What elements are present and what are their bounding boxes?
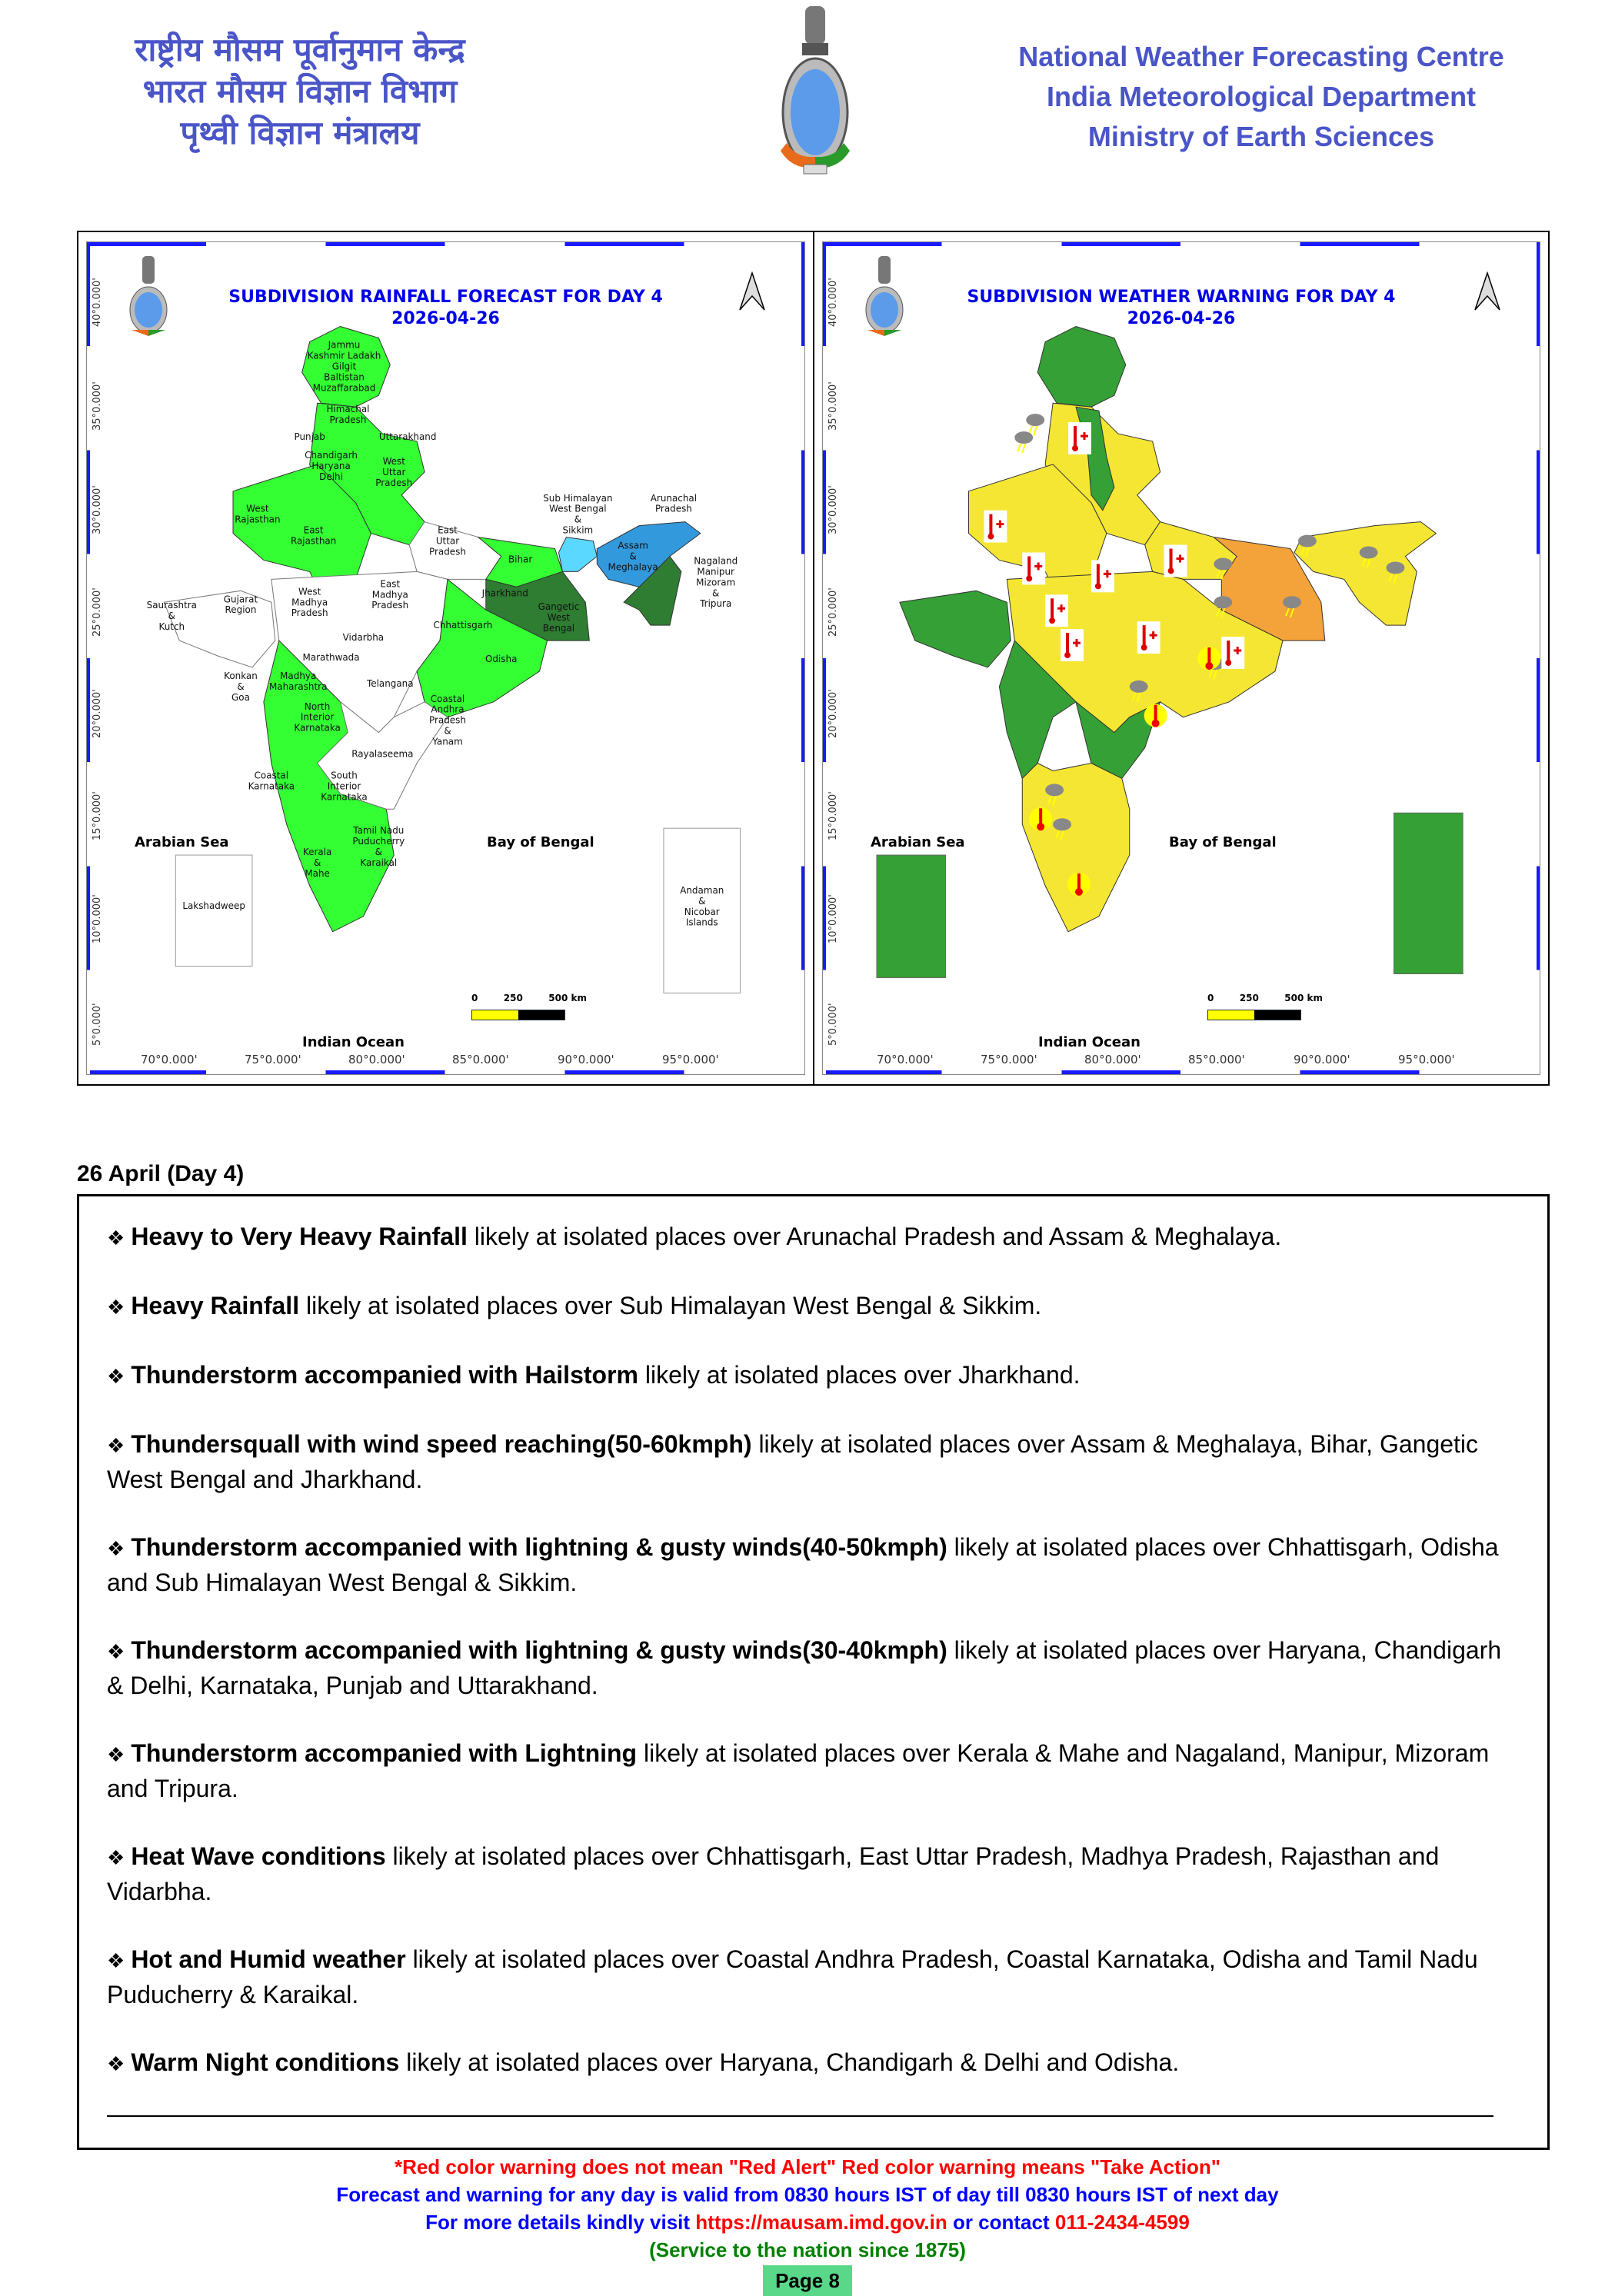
arabian-sea-label: Arabian Sea: [135, 834, 229, 850]
divider: [107, 2115, 1493, 2117]
rainfall-map-panel: [78, 232, 814, 1084]
scale-bar: [1207, 993, 1323, 1020]
bullet-diamond-icon: ❖: [107, 1226, 125, 1249]
heatwave-icon: [1091, 560, 1114, 592]
svg-text:Chhattisgarh: Chhattisgarh: [433, 620, 493, 631]
svg-text:Pradesh: Pradesh: [329, 414, 367, 426]
warning-title-text: SUBDIVISION WEATHER WARNING FOR DAY 4: [967, 288, 1396, 307]
lon-label: 85°0.000': [1188, 1053, 1245, 1066]
svg-text:Pradesh: Pradesh: [429, 546, 466, 557]
scale-label: 500 km: [548, 993, 587, 1003]
svg-text:Uttarakhand: Uttarakhand: [378, 431, 437, 443]
region-south: [1022, 763, 1129, 931]
hot-humid-icon: [1197, 647, 1220, 670]
lon-label: 95°0.000': [1398, 1053, 1455, 1066]
svg-text:&: &: [444, 725, 451, 737]
svg-text:Baltistan: Baltistan: [324, 371, 365, 383]
lat-label: 30°0.000': [92, 485, 103, 534]
thunderstorm-icon: [1014, 431, 1033, 453]
english-header: [977, 37, 1546, 157]
svg-text:Kashmir Ladakh: Kashmir Ladakh: [307, 350, 381, 361]
svg-text:Vidarbha: Vidarbha: [342, 632, 385, 644]
heatwave-icon: [1164, 545, 1187, 577]
warning-item: [107, 1427, 1524, 1496]
svg-text:East: East: [380, 578, 401, 590]
warning-detail: likely at isolated places over Jharkhand.: [638, 1361, 1081, 1389]
svg-text:Sikkim: Sikkim: [562, 524, 594, 536]
bullet-diamond-icon: ❖: [107, 1949, 125, 1972]
english-line-2: India Meteorological Department: [1046, 81, 1477, 112]
svg-text:Yanam: Yanam: [432, 736, 463, 747]
validity-note: Forecast and warning for any day is valid from 0830 hours IST of day till 0830 hours IST of next day: [336, 2183, 1279, 2206]
warning-item: [107, 1358, 1524, 1393]
svg-text:Gilgit: Gilgit: [331, 361, 357, 372]
svg-text:Puducherry: Puducherry: [352, 836, 405, 847]
svg-text:Madhya: Madhya: [371, 589, 408, 601]
heatwave-icon: [984, 511, 1007, 543]
warning-item: [107, 1942, 1524, 2011]
region-eup: [1145, 522, 1237, 580]
svg-text:Assam: Assam: [618, 540, 648, 551]
heatwave-icon: [1221, 637, 1244, 669]
warning-detail: likely at isolated places over Kerala & Mahe and Nagaland, Manipur, Mizoram and Tripura.: [107, 1739, 1490, 1802]
svg-text:Madhya: Madhya: [280, 670, 317, 681]
lon-label: 90°0.000': [558, 1053, 614, 1066]
details-prefix: For more details kindly visit: [425, 2211, 696, 2234]
hot-humid-icon: [1067, 873, 1091, 896]
svg-text:Delhi: Delhi: [319, 471, 343, 482]
lon-label: 85°0.000': [452, 1053, 509, 1066]
warning-map: [823, 242, 1540, 1074]
hindi-line-1: राष्ट्रीय मौसम पूर्वानुमान केन्द्र: [135, 31, 465, 68]
warnings-text-box: [77, 1194, 1550, 2150]
lat-label: 40°0.000': [92, 278, 103, 327]
lon-label: 75°0.000': [981, 1053, 1037, 1066]
lat-label: 5°0.000': [92, 1003, 103, 1046]
svg-text:Pradesh: Pradesh: [371, 600, 409, 611]
heatwave-icon: [1045, 594, 1068, 627]
svg-text:Odisha: Odisha: [485, 653, 518, 664]
svg-text:Islands: Islands: [685, 917, 718, 928]
red-warning-note: *Red color warning does not mean "Red Alert" Red color warning means "Take Action": [394, 2155, 1221, 2178]
warning-type: Thunderstorm accompanied with Hailstorm: [131, 1361, 638, 1389]
bullet-diamond-icon: ❖: [107, 1365, 125, 1388]
svg-text:Karnataka: Karnataka: [248, 780, 295, 792]
footer: [0, 2153, 1615, 2296]
scale-label: 250: [503, 993, 523, 1003]
warning-date: 2026-04-26: [1127, 309, 1236, 328]
svg-text:Jammu: Jammu: [328, 339, 361, 351]
svg-text:Konkan: Konkan: [224, 670, 258, 681]
warning-detail: likely at isolated places over Coastal Andhra Pradesh, Coastal Karnataka, Odisha and Tamil Nadu Puducherry & Karaikal.: [107, 1945, 1478, 2008]
hot-humid-icon: [1144, 704, 1167, 727]
heatwave-icon: [1068, 422, 1091, 454]
svg-text:Mizoram: Mizoram: [696, 577, 736, 588]
warning-item: [107, 2045, 1524, 2081]
svg-text:&: &: [168, 611, 175, 622]
lat-label: 20°0.000': [92, 689, 103, 738]
hindi-line-3: पृथ्वी विज्ञान मंत्रालय: [180, 114, 420, 151]
hindi-line-2: भारत मौसम विज्ञान विभाग: [142, 72, 458, 110]
svg-text:&: &: [712, 587, 720, 599]
warning-detail: likely at isolated places over Haryana, Chandigarh & Delhi and Odisha.: [399, 2048, 1180, 2076]
north-arrow-icon: [738, 271, 766, 311]
svg-text:Coastal: Coastal: [254, 770, 289, 781]
svg-text:&: &: [375, 847, 382, 858]
svg-text:Arunachal: Arunachal: [650, 492, 698, 504]
svg-text:Muzaffarabad: Muzaffarabad: [312, 382, 376, 394]
lon-label: 95°0.000': [662, 1053, 719, 1066]
svg-text:Haryana: Haryana: [311, 460, 351, 471]
hot-humid-icon: [1029, 807, 1052, 830]
warning-detail: likely at isolated places over Haryana, Chandigarh & Delhi, Karnataka, Punjab and Uttarakhand.: [107, 1636, 1502, 1699]
website-link[interactable]: https://mausam.imd.gov.in: [695, 2211, 947, 2234]
svg-text:Pradesh: Pradesh: [291, 607, 328, 619]
warning-item: [107, 1633, 1524, 1702]
svg-text:South: South: [331, 770, 358, 781]
hindi-header: [85, 29, 515, 154]
lon-label: 80°0.000': [1084, 1053, 1141, 1066]
heatwave-icon: [1022, 553, 1045, 585]
svg-text:Himachal: Himachal: [326, 404, 370, 415]
warning-item: [107, 1839, 1524, 1908]
day-title: 26 April (Day 4): [77, 1161, 245, 1186]
scale-label: 500 km: [1284, 993, 1323, 1003]
svg-text:&: &: [629, 551, 637, 562]
english-line-3: Ministry of Earth Sciences: [1087, 121, 1435, 152]
lon-label: 90°0.000': [1294, 1053, 1350, 1066]
svg-text:Telangana: Telangana: [366, 677, 414, 689]
lon-label: 80°0.000': [348, 1053, 405, 1066]
lat-label: 40°0.000': [827, 278, 839, 327]
heatwave-icon: [1061, 629, 1084, 661]
svg-text:Marathwada: Marathwada: [302, 651, 360, 663]
lat-label: 15°0.000': [92, 791, 103, 840]
imd-emblem-icon: [758, 5, 873, 181]
warnings-list: [107, 1220, 1524, 2115]
lat-label: 35°0.000': [827, 381, 839, 431]
svg-text:Pradesh: Pradesh: [654, 503, 692, 514]
svg-text:Andhra: Andhra: [431, 704, 465, 715]
warning-map-frame: [822, 241, 1540, 1075]
rainfall-title-text: SUBDIVISION RAINFALL FORECAST FOR DAY 4: [228, 288, 663, 307]
svg-text:Kutch: Kutch: [158, 621, 185, 633]
rainfall-map-title: [87, 287, 804, 330]
lon-label: 70°0.000': [141, 1053, 198, 1066]
svg-text:Tripura: Tripura: [700, 598, 732, 610]
bullet-diamond-icon: ❖: [107, 1640, 125, 1663]
warning-type: Hot and Humid weather: [131, 1945, 406, 1973]
warning-type: Thundersquall with wind speed reaching(50-60kmph): [131, 1430, 752, 1458]
lon-label: 75°0.000': [245, 1053, 301, 1066]
lat-label: 15°0.000': [827, 791, 839, 840]
svg-text:Uttar: Uttar: [382, 466, 406, 478]
svg-text:&: &: [237, 680, 245, 692]
svg-text:Punjab: Punjab: [294, 431, 325, 443]
warning-detail: likely at isolated places over Sub Himalayan West Bengal & Sikkim.: [299, 1292, 1042, 1319]
warning-map-panel: [814, 232, 1548, 1084]
scale-label: 0: [1207, 993, 1214, 1003]
indian-ocean-label: Indian Ocean: [302, 1034, 405, 1050]
svg-text:&: &: [698, 895, 706, 907]
warning-detail: likely at isolated places over Arunachal Pradesh and Assam & Meghalaya.: [467, 1223, 1282, 1250]
svg-text:Interior: Interior: [300, 711, 335, 723]
svg-text:Pradesh: Pradesh: [375, 477, 413, 488]
north-arrow-icon: [1473, 271, 1501, 311]
bay-of-bengal-label: Bay of Bengal: [487, 834, 594, 850]
svg-text:Meghalaya: Meghalaya: [608, 561, 658, 573]
lat-label: 35°0.000': [92, 381, 103, 431]
svg-text:North: North: [304, 700, 331, 712]
svg-text:Chandigarh: Chandigarh: [305, 449, 358, 461]
region-jk: [1037, 327, 1126, 408]
warning-type: Heavy Rainfall: [131, 1292, 300, 1319]
svg-text:Rajasthan: Rajasthan: [290, 535, 337, 547]
lat-label: 5°0.000': [827, 1003, 839, 1046]
svg-text:Gujarat: Gujarat: [223, 594, 258, 605]
indian-ocean-label: Indian Ocean: [1038, 1034, 1140, 1050]
warning-map-title: [823, 287, 1540, 330]
svg-text:Lakshadweep: Lakshadweep: [182, 900, 245, 911]
warning-type: Thunderstorm accompanied with Lightning: [131, 1739, 638, 1767]
region-gujarat: [900, 591, 1011, 667]
svg-text:Rajasthan: Rajasthan: [235, 514, 281, 525]
phone-number[interactable]: 011-2434-4599: [1054, 2211, 1190, 2234]
svg-text:Pradesh: Pradesh: [429, 714, 466, 726]
rainfall-map: [87, 242, 804, 1074]
svg-text:East: East: [303, 524, 324, 536]
svg-text:Nagaland: Nagaland: [694, 555, 738, 567]
bullet-diamond-icon: ❖: [107, 2052, 125, 2075]
warning-item: [107, 1289, 1524, 1324]
details-line: [0, 2208, 1615, 2236]
bullet-diamond-icon: ❖: [107, 1296, 125, 1319]
svg-text:Region: Region: [225, 604, 257, 616]
rainfall-map-frame: [86, 241, 805, 1075]
svg-text:Interior: Interior: [327, 780, 361, 792]
warning-detail: likely at isolated places over Assam & Meghalaya, Bihar, Gangetic West Bengal and Jharkhand.: [107, 1430, 1479, 1493]
svg-text:Coastal: Coastal: [430, 693, 465, 704]
warning-type: Warm Night conditions: [131, 2048, 400, 2076]
svg-text:&: &: [574, 514, 582, 525]
heatwave-icon: [1137, 621, 1160, 654]
andaman-inset: [1394, 813, 1463, 973]
rainfall-date: 2026-04-26: [391, 309, 500, 328]
lat-label: 25°0.000': [827, 587, 839, 637]
lat-label: 25°0.000': [92, 587, 103, 637]
svg-text:Bihar: Bihar: [508, 554, 533, 565]
svg-text:&: &: [313, 857, 321, 869]
lat-label: 20°0.000': [827, 689, 839, 738]
scale-label: 0: [471, 993, 478, 1003]
region-shwb: [558, 537, 597, 572]
warning-type: Thunderstorm accompanied with lightning & gusty winds(40-50kmph): [131, 1533, 947, 1561]
svg-text:Kerala: Kerala: [302, 847, 332, 858]
lon-label: 70°0.000': [877, 1053, 934, 1066]
warning-type: Heavy to Very Heavy Rainfall: [131, 1223, 468, 1250]
svg-text:West Bengal: West Bengal: [549, 503, 607, 514]
warning-detail: likely at isolated places over Chhattisgarh, East Uttar Pradesh, Madhya Pradesh, Rajasthan and Vidarbha.: [107, 1842, 1440, 1905]
warning-item: [107, 1220, 1524, 1255]
svg-text:Jharkhand: Jharkhand: [481, 587, 528, 599]
svg-text:Goa: Goa: [231, 691, 250, 703]
svg-text:Karnataka: Karnataka: [321, 791, 368, 803]
svg-text:Karaikal: Karaikal: [360, 857, 398, 869]
bullet-diamond-icon: ❖: [107, 1846, 125, 1869]
svg-text:Gangetic: Gangetic: [538, 601, 580, 613]
bullet-diamond-icon: ❖: [107, 1537, 125, 1560]
lat-label: 10°0.000': [92, 894, 103, 943]
warning-item: [107, 1530, 1524, 1599]
service-note: (Service to the nation since 1875): [649, 2238, 966, 2261]
warning-detail: likely at isolated places over Chhattisgarh, Odisha and Sub Himalayan West Bengal & Sikkim.: [107, 1533, 1499, 1596]
maps-container: [77, 231, 1550, 1086]
svg-text:West: West: [382, 455, 405, 467]
lat-label: 30°0.000': [827, 485, 839, 534]
svg-text:Manipur: Manipur: [697, 566, 734, 577]
thunderstorm-icon: [1026, 414, 1044, 435]
contact-prefix: or contact: [947, 2211, 1055, 2234]
scale-label: 250: [1239, 993, 1259, 1003]
warning-type: Thunderstorm accompanied with lightning & gusty winds(30-40kmph): [131, 1636, 947, 1664]
scale-bar: [471, 993, 587, 1020]
svg-text:Sub Himalayan: Sub Himalayan: [543, 492, 613, 504]
page-number: Page 8: [763, 2265, 852, 2296]
lakshadweep-inset: [877, 855, 946, 977]
english-line-1: National Weather Forecasting Centre: [1018, 41, 1504, 72]
svg-text:West: West: [298, 586, 321, 597]
bay-of-bengal-label: Bay of Bengal: [1169, 834, 1277, 850]
lat-label: 10°0.000': [827, 894, 839, 943]
svg-text:Bengal: Bengal: [542, 623, 575, 634]
svg-text:West: West: [246, 503, 269, 514]
svg-text:East: East: [438, 524, 458, 536]
svg-text:West: West: [547, 612, 571, 624]
svg-text:Rayalaseema: Rayalaseema: [351, 748, 414, 760]
svg-text:Saurashtra: Saurashtra: [146, 600, 198, 611]
svg-text:Nicobar: Nicobar: [684, 906, 720, 917]
svg-text:Karnataka: Karnataka: [294, 722, 341, 734]
arabian-sea-label: Arabian Sea: [871, 834, 965, 850]
svg-text:Madhya: Madhya: [291, 597, 328, 608]
svg-text:Andaman: Andaman: [680, 884, 724, 896]
bullet-diamond-icon: ❖: [107, 1434, 125, 1457]
warning-type: Heat Wave conditions: [131, 1842, 386, 1870]
bullet-diamond-icon: ❖: [107, 1743, 125, 1766]
svg-text:Maharashtra: Maharashtra: [268, 680, 328, 692]
svg-text:Tamil Nadu: Tamil Nadu: [353, 825, 405, 837]
warning-item: [107, 1736, 1524, 1805]
svg-text:Uttar: Uttar: [435, 535, 460, 547]
svg-text:Mahe: Mahe: [305, 867, 330, 879]
